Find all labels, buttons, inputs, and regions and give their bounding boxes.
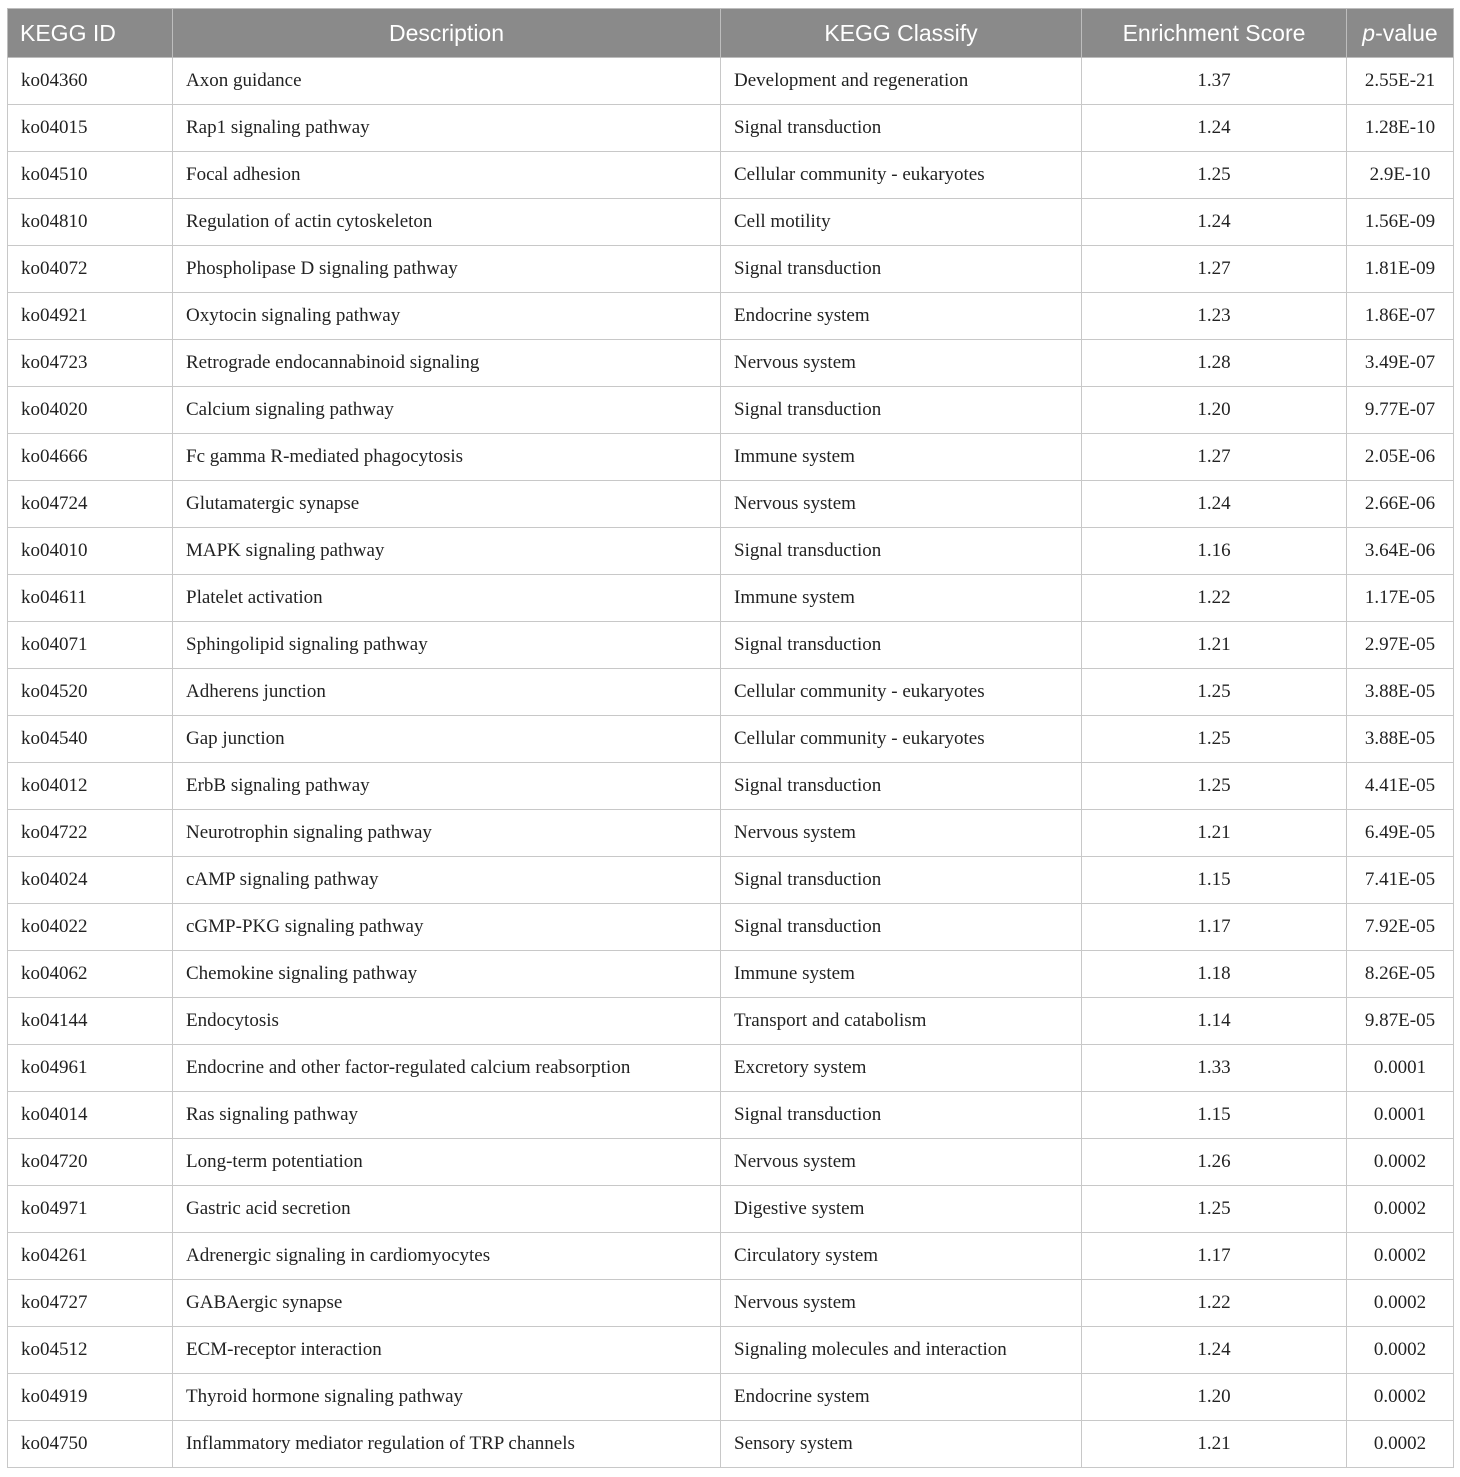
cell-enrichment-score: 1.15 xyxy=(1082,857,1347,904)
cell-kegg-classify: Immune system xyxy=(721,575,1082,622)
cell-description: Gap junction xyxy=(173,716,721,763)
table-row xyxy=(8,951,1454,998)
cell-enrichment-score: 1.28 xyxy=(1082,340,1347,387)
cell-description: Ras signaling pathway xyxy=(173,1092,721,1139)
header-enrichment-score: Enrichment Score xyxy=(1082,9,1347,58)
cell-enrichment-score: 1.21 xyxy=(1082,622,1347,669)
cell-p-value: 3.49E-07 xyxy=(1347,340,1454,387)
table-row xyxy=(8,340,1454,387)
cell-kegg-id: ko04071 xyxy=(8,622,173,669)
cell-enrichment-score: 1.27 xyxy=(1082,246,1347,293)
cell-p-value: 0.0002 xyxy=(1347,1374,1454,1421)
cell-p-value: 2.9E-10 xyxy=(1347,152,1454,199)
cell-enrichment-score: 1.17 xyxy=(1082,904,1347,951)
cell-kegg-classify: Immune system xyxy=(721,434,1082,481)
cell-kegg-classify: Digestive system xyxy=(721,1186,1082,1233)
cell-p-value: 0.0001 xyxy=(1347,1092,1454,1139)
cell-kegg-classify: Cellular community - eukaryotes xyxy=(721,716,1082,763)
cell-kegg-id: ko04014 xyxy=(8,1092,173,1139)
cell-kegg-classify: Signal transduction xyxy=(721,105,1082,152)
cell-kegg-id: ko04722 xyxy=(8,810,173,857)
table-row xyxy=(8,434,1454,481)
cell-enrichment-score: 1.25 xyxy=(1082,669,1347,716)
table-row xyxy=(8,716,1454,763)
cell-kegg-classify: Circulatory system xyxy=(721,1233,1082,1280)
cell-enrichment-score: 1.20 xyxy=(1082,1374,1347,1421)
cell-kegg-id: ko04261 xyxy=(8,1233,173,1280)
cell-enrichment-score: 1.37 xyxy=(1082,58,1347,105)
cell-kegg-classify: Signal transduction xyxy=(721,857,1082,904)
header-kegg-id: KEGG ID xyxy=(8,9,173,58)
cell-description: Retrograde endocannabinoid signaling xyxy=(173,340,721,387)
cell-p-value: 1.17E-05 xyxy=(1347,575,1454,622)
cell-kegg-id: ko04012 xyxy=(8,763,173,810)
cell-p-value: 0.0002 xyxy=(1347,1186,1454,1233)
cell-kegg-id: ko04921 xyxy=(8,293,173,340)
cell-kegg-id: ko04144 xyxy=(8,998,173,1045)
cell-description: Neurotrophin signaling pathway xyxy=(173,810,721,857)
table-row xyxy=(8,481,1454,528)
cell-enrichment-score: 1.33 xyxy=(1082,1045,1347,1092)
cell-kegg-id: ko04022 xyxy=(8,904,173,951)
cell-kegg-classify: Endocrine system xyxy=(721,293,1082,340)
cell-kegg-id: ko04540 xyxy=(8,716,173,763)
cell-kegg-classify: Signal transduction xyxy=(721,622,1082,669)
cell-description: ECM-receptor interaction xyxy=(173,1327,721,1374)
table-row xyxy=(8,1186,1454,1233)
cell-kegg-id: ko04024 xyxy=(8,857,173,904)
cell-kegg-classify: Cellular community - eukaryotes xyxy=(721,669,1082,716)
cell-p-value: 7.41E-05 xyxy=(1347,857,1454,904)
cell-kegg-id: ko04520 xyxy=(8,669,173,716)
table-row xyxy=(8,1045,1454,1092)
cell-description: cAMP signaling pathway xyxy=(173,857,721,904)
cell-kegg-id: ko04919 xyxy=(8,1374,173,1421)
cell-enrichment-score: 1.20 xyxy=(1082,387,1347,434)
table-row xyxy=(8,1092,1454,1139)
cell-kegg-id: ko04072 xyxy=(8,246,173,293)
cell-description: Platelet activation xyxy=(173,575,721,622)
kegg-enrichment-table xyxy=(7,8,1454,1468)
cell-kegg-classify: Signal transduction xyxy=(721,1092,1082,1139)
cell-description: Oxytocin signaling pathway xyxy=(173,293,721,340)
table-row xyxy=(8,1421,1454,1468)
cell-enrichment-score: 1.25 xyxy=(1082,716,1347,763)
table-row xyxy=(8,1374,1454,1421)
cell-description: cGMP-PKG signaling pathway xyxy=(173,904,721,951)
table-row xyxy=(8,246,1454,293)
cell-enrichment-score: 1.18 xyxy=(1082,951,1347,998)
header-p-value-rest: -value xyxy=(1375,19,1438,46)
cell-enrichment-score: 1.14 xyxy=(1082,998,1347,1045)
cell-p-value: 0.0002 xyxy=(1347,1421,1454,1468)
cell-p-value: 6.49E-05 xyxy=(1347,810,1454,857)
cell-kegg-classify: Endocrine system xyxy=(721,1374,1082,1421)
cell-description: Fc gamma R-mediated phagocytosis xyxy=(173,434,721,481)
cell-kegg-id: ko04512 xyxy=(8,1327,173,1374)
cell-description: Sphingolipid signaling pathway xyxy=(173,622,721,669)
cell-enrichment-score: 1.27 xyxy=(1082,434,1347,481)
cell-kegg-id: ko04360 xyxy=(8,58,173,105)
cell-description: Adrenergic signaling in cardiomyocytes xyxy=(173,1233,721,1280)
table-row xyxy=(8,1327,1454,1374)
cell-enrichment-score: 1.26 xyxy=(1082,1139,1347,1186)
table-header xyxy=(8,9,1454,58)
cell-kegg-classify: Excretory system xyxy=(721,1045,1082,1092)
cell-kegg-classify: Transport and catabolism xyxy=(721,998,1082,1045)
cell-p-value: 3.64E-06 xyxy=(1347,528,1454,575)
cell-p-value: 2.66E-06 xyxy=(1347,481,1454,528)
cell-p-value: 0.0002 xyxy=(1347,1280,1454,1327)
cell-description: Inflammatory mediator regulation of TRP channels xyxy=(173,1421,721,1468)
table-row xyxy=(8,387,1454,434)
cell-kegg-classify: Signal transduction xyxy=(721,904,1082,951)
cell-p-value: 9.87E-05 xyxy=(1347,998,1454,1045)
cell-kegg-id: ko04010 xyxy=(8,528,173,575)
cell-description: Axon guidance xyxy=(173,58,721,105)
table-row xyxy=(8,575,1454,622)
cell-p-value: 7.92E-05 xyxy=(1347,904,1454,951)
header-description: Description xyxy=(173,9,721,58)
cell-description: Long-term potentiation xyxy=(173,1139,721,1186)
table-row xyxy=(8,810,1454,857)
cell-description: Endocrine and other factor-regulated calcium reabsorption xyxy=(173,1045,721,1092)
table-row xyxy=(8,105,1454,152)
cell-kegg-id: ko04015 xyxy=(8,105,173,152)
cell-description: Adherens junction xyxy=(173,669,721,716)
table-row xyxy=(8,857,1454,904)
cell-kegg-id: ko04062 xyxy=(8,951,173,998)
cell-enrichment-score: 1.15 xyxy=(1082,1092,1347,1139)
cell-kegg-id: ko04810 xyxy=(8,199,173,246)
cell-p-value: 8.26E-05 xyxy=(1347,951,1454,998)
cell-kegg-classify: Nervous system xyxy=(721,810,1082,857)
cell-kegg-classify: Sensory system xyxy=(721,1421,1082,1468)
cell-enrichment-score: 1.21 xyxy=(1082,1421,1347,1468)
cell-p-value: 3.88E-05 xyxy=(1347,716,1454,763)
cell-kegg-classify: Signal transduction xyxy=(721,528,1082,575)
cell-kegg-classify: Nervous system xyxy=(721,340,1082,387)
cell-kegg-classify: Nervous system xyxy=(721,1280,1082,1327)
header-kegg-classify: KEGG Classify xyxy=(721,9,1082,58)
cell-p-value: 2.55E-21 xyxy=(1347,58,1454,105)
cell-description: Gastric acid secretion xyxy=(173,1186,721,1233)
cell-kegg-classify: Cell motility xyxy=(721,199,1082,246)
cell-kegg-id: ko04750 xyxy=(8,1421,173,1468)
cell-p-value: 2.05E-06 xyxy=(1347,434,1454,481)
cell-kegg-classify: Cellular community - eukaryotes xyxy=(721,152,1082,199)
cell-enrichment-score: 1.23 xyxy=(1082,293,1347,340)
cell-kegg-classify: Nervous system xyxy=(721,1139,1082,1186)
header-row xyxy=(8,9,1454,58)
table-row xyxy=(8,199,1454,246)
cell-p-value: 3.88E-05 xyxy=(1347,669,1454,716)
cell-description: Glutamatergic synapse xyxy=(173,481,721,528)
cell-enrichment-score: 1.16 xyxy=(1082,528,1347,575)
cell-description: Calcium signaling pathway xyxy=(173,387,721,434)
cell-p-value: 4.41E-05 xyxy=(1347,763,1454,810)
cell-p-value: 2.97E-05 xyxy=(1347,622,1454,669)
table-row xyxy=(8,1280,1454,1327)
table-row xyxy=(8,622,1454,669)
cell-enrichment-score: 1.24 xyxy=(1082,105,1347,152)
cell-p-value: 1.81E-09 xyxy=(1347,246,1454,293)
cell-p-value: 9.77E-07 xyxy=(1347,387,1454,434)
header-p-value xyxy=(1347,9,1454,58)
cell-kegg-id: ko04727 xyxy=(8,1280,173,1327)
cell-p-value: 0.0002 xyxy=(1347,1327,1454,1374)
table-row xyxy=(8,998,1454,1045)
cell-description: Chemokine signaling pathway xyxy=(173,951,721,998)
cell-enrichment-score: 1.21 xyxy=(1082,810,1347,857)
table-row xyxy=(8,904,1454,951)
cell-description: Thyroid hormone signaling pathway xyxy=(173,1374,721,1421)
cell-p-value: 0.0002 xyxy=(1347,1139,1454,1186)
cell-description: Phospholipase D signaling pathway xyxy=(173,246,721,293)
cell-kegg-id: ko04666 xyxy=(8,434,173,481)
cell-kegg-classify: Signaling molecules and interaction xyxy=(721,1327,1082,1374)
cell-description: Focal adhesion xyxy=(173,152,721,199)
cell-enrichment-score: 1.17 xyxy=(1082,1233,1347,1280)
cell-kegg-classify: Signal transduction xyxy=(721,246,1082,293)
table-body xyxy=(8,58,1454,1468)
table-row xyxy=(8,763,1454,810)
cell-p-value: 1.86E-07 xyxy=(1347,293,1454,340)
cell-kegg-id: ko04961 xyxy=(8,1045,173,1092)
cell-kegg-classify: Immune system xyxy=(721,951,1082,998)
cell-kegg-id: ko04724 xyxy=(8,481,173,528)
table-row xyxy=(8,669,1454,716)
cell-kegg-classify: Signal transduction xyxy=(721,763,1082,810)
table-row xyxy=(8,293,1454,340)
table-row xyxy=(8,528,1454,575)
cell-description: GABAergic synapse xyxy=(173,1280,721,1327)
cell-enrichment-score: 1.22 xyxy=(1082,1280,1347,1327)
cell-kegg-id: ko04510 xyxy=(8,152,173,199)
cell-kegg-classify: Development and regeneration xyxy=(721,58,1082,105)
cell-description: Regulation of actin cytoskeleton xyxy=(173,199,721,246)
cell-enrichment-score: 1.24 xyxy=(1082,199,1347,246)
cell-kegg-classify: Signal transduction xyxy=(721,387,1082,434)
cell-description: MAPK signaling pathway xyxy=(173,528,721,575)
cell-description: ErbB signaling pathway xyxy=(173,763,721,810)
cell-kegg-id: ko04971 xyxy=(8,1186,173,1233)
table-row xyxy=(8,58,1454,105)
table-row xyxy=(8,1139,1454,1186)
cell-p-value: 1.56E-09 xyxy=(1347,199,1454,246)
cell-description: Endocytosis xyxy=(173,998,721,1045)
cell-p-value: 0.0002 xyxy=(1347,1233,1454,1280)
cell-description: Rap1 signaling pathway xyxy=(173,105,721,152)
cell-enrichment-score: 1.22 xyxy=(1082,575,1347,622)
cell-enrichment-score: 1.24 xyxy=(1082,481,1347,528)
cell-p-value: 0.0001 xyxy=(1347,1045,1454,1092)
cell-kegg-id: ko04020 xyxy=(8,387,173,434)
table-row xyxy=(8,152,1454,199)
cell-enrichment-score: 1.25 xyxy=(1082,1186,1347,1233)
cell-p-value: 1.28E-10 xyxy=(1347,105,1454,152)
cell-kegg-classify: Nervous system xyxy=(721,481,1082,528)
cell-enrichment-score: 1.24 xyxy=(1082,1327,1347,1374)
cell-enrichment-score: 1.25 xyxy=(1082,152,1347,199)
header-p-value-italic: p xyxy=(1362,19,1376,46)
cell-enrichment-score: 1.25 xyxy=(1082,763,1347,810)
cell-kegg-id: ko04723 xyxy=(8,340,173,387)
cell-kegg-id: ko04720 xyxy=(8,1139,173,1186)
table-row xyxy=(8,1233,1454,1280)
cell-kegg-id: ko04611 xyxy=(8,575,173,622)
